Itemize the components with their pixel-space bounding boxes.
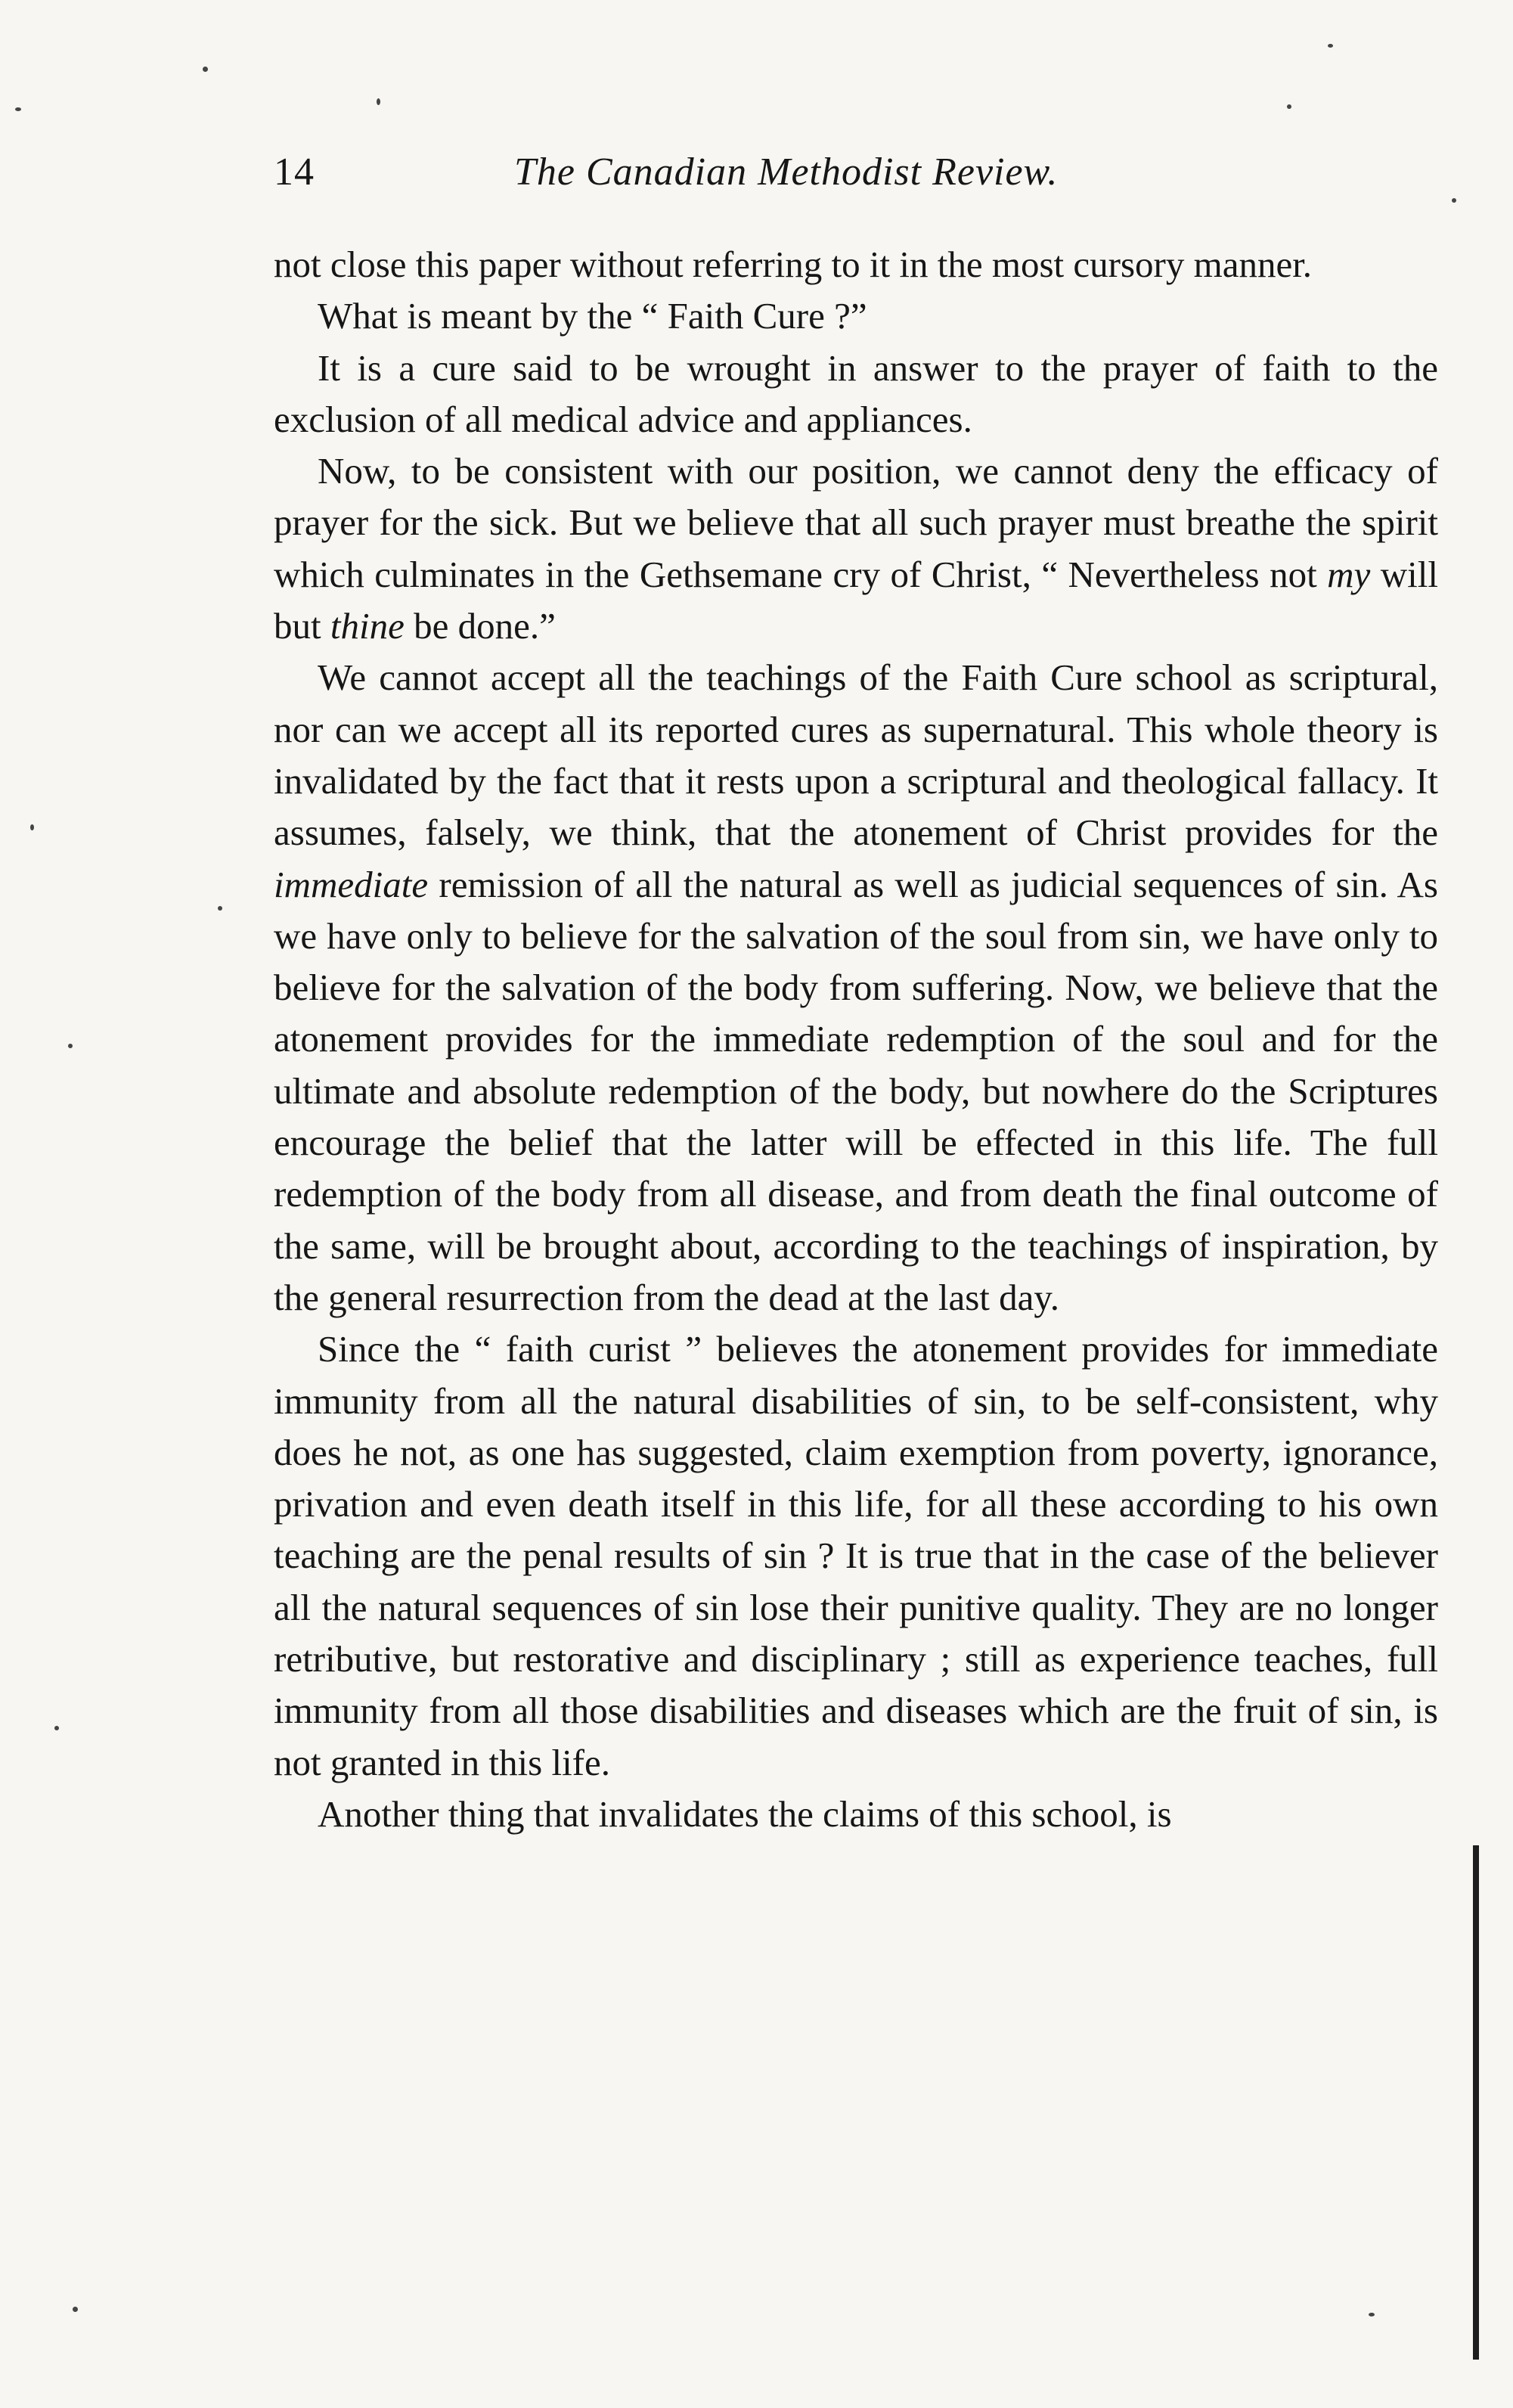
paragraph-continuation	[274, 239, 1438, 290]
page-header	[274, 150, 1438, 210]
scan-speck	[30, 824, 34, 830]
paragraph-text: Another thing that invalidates the claims of this school, is	[318, 1792, 1172, 1835]
scan-speck	[1369, 2313, 1375, 2316]
scan-speck	[377, 98, 380, 105]
paragraph-text: will but	[274, 553, 1438, 647]
paragraph-text: It is a cure said to be wrought in answer to the prayer of faith to the exclusion of all medical advice and appliances.	[274, 346, 1438, 440]
running-title: The Canadian Methodist Review.	[514, 150, 1059, 194]
emphasis-thine: thine	[330, 605, 405, 647]
scan-speck	[1452, 198, 1456, 203]
article-body	[274, 239, 1438, 1840]
paragraph-prayer	[274, 445, 1438, 652]
scan-speck	[15, 107, 21, 111]
scan-speck	[1287, 104, 1291, 109]
emphasis-immediate: immediate	[274, 863, 429, 905]
paragraph-text: We cannot accept all the teachings of the Faith Cure school as scriptural, nor can we accept all its reported cures as supernatural. This whole theory is invalidated by the fact that it rests upon a scriptural and theological fallacy. It assumes, falsely, we think, that the atonement of Christ provides for the	[274, 656, 1438, 854]
paragraph-immunity	[274, 1323, 1438, 1789]
page-number: 14	[274, 150, 315, 194]
paragraph-text: Since the “ faith curist ” believes the atonement provides for immediate immunity from all the natural disabilities of sin, to be self-consistent, why does he not, as one has suggested, claim exemption from poverty, ignorance, privation and even death itself in this life, for all these according to his own teaching are the penal results of sin ? It is true that in the case of the believer all the natural sequences of sin lose their punitive quality. They are no longer retributive, but restorative and disciplinary ; still as experience teaches, full immunity from all those disabilities and diseases which are the fruit of sin, is not granted in this life.	[274, 1328, 1438, 1783]
emphasis-my: my	[1327, 553, 1371, 595]
paragraph-another	[274, 1789, 1438, 1840]
paragraph-definition	[274, 343, 1438, 446]
scan-speck	[203, 67, 208, 72]
paragraph-text: What is meant by the “ Faith Cure ?”	[318, 295, 867, 337]
scan-speck	[218, 906, 222, 911]
scan-speck	[73, 2307, 78, 2312]
paragraph-text: Now, to be consistent with our position, we cannot deny the efficacy of prayer for the sick. But we believe that all such prayer must breathe the spirit which culminates in the Gethsemane cry of Christ, “ Nevertheless not	[274, 450, 1438, 595]
paragraph-text: not close this paper without referring to it in the most cursory manner.	[274, 244, 1313, 285]
paragraph-text: be done.”	[404, 605, 556, 647]
paragraph-text: remission of all the natural as well as judicial sequences of sin. As we have only to believe for the salvation of the soul from sin, we have only to believe for the salvation of the body from suffering. Now, we believe that the atonement provides for the immediate redemption of the soul and for the ultimate and absolute redemption of the body, but nowhere do the Scriptures encourage the belief that the latter will be effected in this life. The full redemption of the body from all disease, and from death the final outcome of the same, will be brought about, according to the teachings of inspiration, by the general resurrection from the dead at the last day.	[274, 863, 1438, 1318]
scan-speck	[68, 1044, 73, 1048]
paragraph-question	[274, 290, 1438, 342]
scan-edge-mark	[1473, 1845, 1479, 2360]
scan-speck	[54, 1726, 59, 1730]
paragraph-fallacy	[274, 652, 1438, 1323]
scan-speck	[1328, 44, 1333, 48]
